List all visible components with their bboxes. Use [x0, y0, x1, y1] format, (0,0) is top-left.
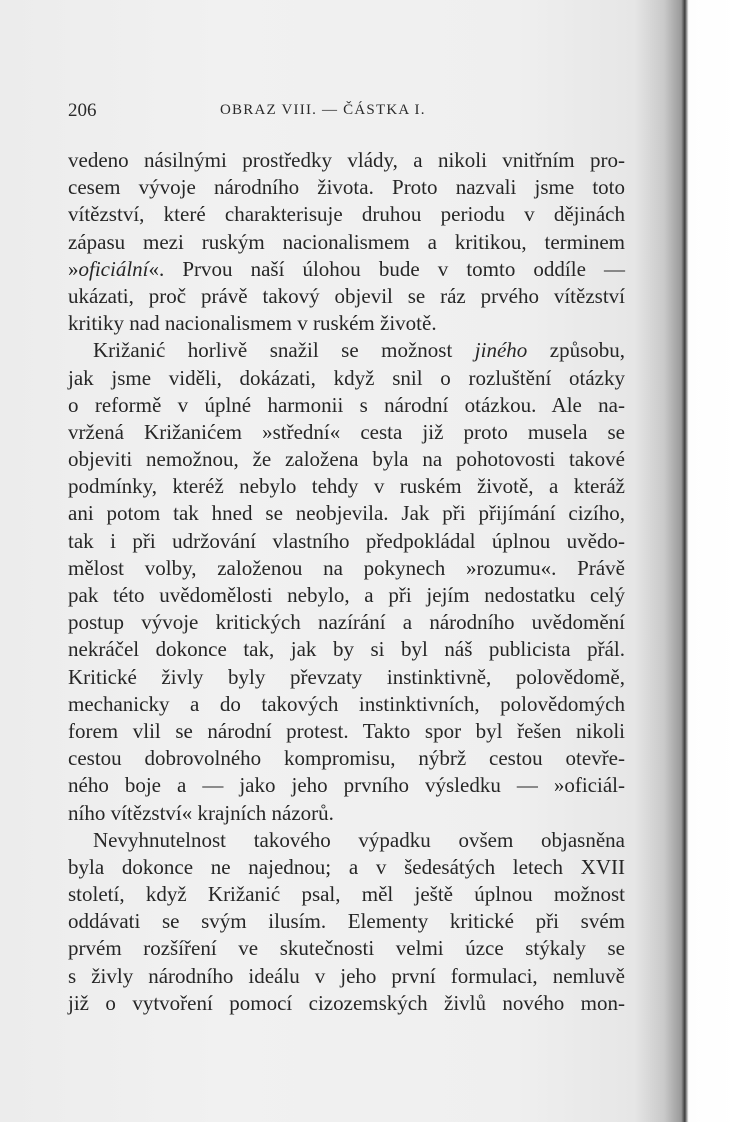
text-line: mělost volby, založenou na pokynech »rozumu«. Právě	[68, 555, 625, 580]
paragraph	[68, 827, 625, 1017]
text-line: jak jsme viděli, dokázati, když snil o rozluštění otázky	[68, 365, 625, 390]
text-line: prvém rozšíření ve skutečnosti velmi úzce stýkaly se	[68, 936, 625, 961]
text-line: tak i při udržování vlastního předpokládal úplnou uvědo-	[68, 528, 625, 553]
text-line: ukázati, proč právě takový objevil se ráz prvého vítězství	[68, 283, 625, 308]
text-line: pak této uvědomělosti nebylo, a při jejím nedostatku celý	[68, 583, 625, 607]
page-number: 206	[68, 100, 97, 121]
text-line: zápasu mezi ruským nacionalismem a kritikou, terminem	[68, 229, 625, 254]
text-line: ního vítězství« krajních názorů.	[68, 800, 334, 825]
text-line: kritiky nad nacionalismem v ruském životě.	[68, 311, 437, 336]
text-segment: »	[68, 256, 79, 281]
text-line: cesem vývoje národního života. Proto nazvali jsme toto	[68, 175, 625, 200]
text-line: Kritické živly byly převzaty instinktivně, polovědomě,	[68, 664, 625, 689]
text-line: století, když Križanić psal, měl ještě úplnou možnost	[68, 882, 625, 907]
italic-term: oficiální	[78, 256, 149, 281]
text-line: ani potom tak hned se neobjevila. Jak při přijímání cizího,	[68, 501, 625, 526]
text-segment: Križanić horlivě snažil se možnost	[93, 338, 475, 363]
running-head: OBRAZ VIII. — ČÁSTKA I.	[220, 102, 426, 118]
text-line: ného boje a — jako jeho prvního výsledku — »oficiál-	[68, 773, 625, 798]
text-line: postup vývoje kritických nazírání a národního uvědomění	[68, 610, 625, 635]
text-line: již o vytvoření pomocí cizozemských živlů nového mon-	[68, 990, 625, 1015]
text-line: vedeno násilnými prostředky vlády, a nikoli vnitřním pro-	[68, 148, 625, 172]
text-line: objeviti nemožnou, že založena byla na pohotovosti takové	[68, 447, 625, 472]
text-line: o reformě v úplné harmonii s národní otázkou. Ale na-	[68, 392, 625, 417]
text-line: vržená Križanićem »střední« cesta již proto musela se	[68, 419, 625, 444]
text-line: forem vlil se národní protest. Takto spor byl řešen nikoli	[68, 718, 625, 743]
text-line: podmínky, kteréž nebylo tehdy v ruském životě, a kteráž	[68, 474, 625, 499]
text-segment: «. Prvou naší úlohou bude v tomto oddíle —	[148, 256, 625, 281]
text-line: nekráčel dokonce tak, jak by si byl náš publicista přál.	[68, 637, 625, 662]
text-line	[68, 256, 625, 283]
text-line: byla dokonce ne najednou; a v šedesátých letech XVII	[68, 854, 625, 879]
text-segment: způsobu,	[527, 338, 625, 363]
text-line: mechanicky a do takových instinktivních, polovědomých	[68, 691, 625, 716]
paragraph	[68, 337, 625, 826]
text-line: Nevyhnutelnost takového výpadku ovšem objasněna	[93, 827, 625, 852]
text-line: vítězství, které charakterisuje druhou periodu v dějinách	[68, 202, 625, 227]
text-line: s živly národního ideálu v jeho první formulaci, nemluvě	[68, 963, 625, 988]
page-header	[68, 100, 628, 126]
text-line: oddávati se svým ilusím. Elementy kritické při svém	[68, 909, 625, 934]
body-text	[68, 147, 625, 1017]
italic-term: jiného	[474, 338, 528, 363]
paragraph	[68, 147, 625, 337]
text-line	[68, 337, 625, 364]
text-line: cestou dobrovolného kompromisu, nýbrž cestou otevře-	[68, 746, 625, 771]
